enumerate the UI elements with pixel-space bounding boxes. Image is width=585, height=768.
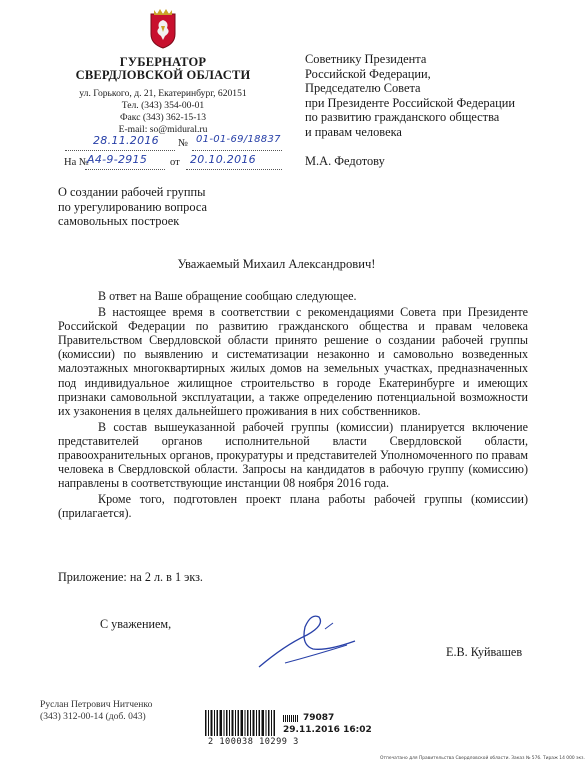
appendix-note: Приложение: на 2 л. в 1 экз.	[58, 570, 203, 584]
sender-phone: Тел. (343) 354-00-01	[121, 100, 205, 111]
addressee-name: М.А. Федотову	[305, 154, 385, 168]
addressee-line: и правам человека	[305, 124, 402, 139]
coat-of-arms-icon	[145, 6, 181, 50]
barcode-number: 2 100038 10299 3	[208, 737, 299, 747]
addressee-line: по развитию гражданского общества	[305, 110, 500, 125]
executor-block	[40, 699, 152, 723]
executor-name: Руслан Петрович Нитченко	[40, 699, 153, 710]
incoming-stamp	[283, 713, 373, 735]
ref-date: 20.10.2016	[190, 153, 256, 166]
closing-regards: С уважением,	[100, 617, 172, 631]
addressee-block	[305, 52, 545, 140]
addressee-line: при Президенте Российской Федерации	[305, 95, 515, 110]
sender-block	[58, 56, 268, 136]
stamp-icon	[283, 715, 299, 722]
reg-number-line	[192, 136, 282, 151]
subject-line: О создании рабочей группы	[58, 185, 206, 199]
sender-fax: Факс (343) 362-15-13	[119, 112, 207, 123]
signer-name: Е.В. Куйвашев	[446, 645, 523, 659]
executor-phone: (343) 312-00-14 (доб. 043)	[40, 711, 146, 722]
body-paragraph: В ответ на Ваше обращение сообщаю следующее.	[98, 289, 357, 303]
letter-body	[58, 289, 528, 521]
ref-number-line	[85, 155, 165, 170]
body-paragraph: В настоящее время в соответствии с рекомендациями Совета при Президенте Российской Федерации по развитию гражданского общества и правам человека Правительством Свердловской области принято решение о создании рабочей группы (комиссии) по выявлению и систематизации незаконно и самовольно возведенных малоэтажных многоквартирных жилых домов на земельных участках, предназначенных под индивидуальное жилищное строительство в городе Екатеринбурге и имеющих признаки самовольной эксплуатации, а также определению потенциальной возможности их узаконения в целях дальнейшего проживания в них собственников.	[58, 305, 528, 418]
reg-number: 01-01-69/18837	[196, 134, 281, 145]
sender-address: ул. Горького, д. 21, Екатеринбург, 620151	[79, 88, 247, 99]
ref-date-label: от	[170, 157, 180, 168]
ref-number-label: На №	[64, 157, 89, 168]
stamp-datetime: 29.11.2016 16:02	[283, 725, 372, 735]
sender-title-line2: СВЕРДЛОВСКОЙ ОБЛАСТИ	[75, 68, 251, 82]
ref-date-line	[186, 155, 282, 170]
stamp-number: 79087	[303, 713, 335, 723]
ref-number: А4-9-2915	[87, 153, 148, 166]
reg-number-label: №	[178, 138, 189, 149]
addressee-line: Председателю Совета	[305, 81, 421, 96]
barcode-image	[205, 710, 275, 736]
reg-date-line	[65, 136, 175, 151]
reg-date: 28.11.2016	[93, 134, 159, 147]
print-footer: Отпечатано для Правительства Свердловской области. Заказ № 576. Тираж 14 000 экз.	[380, 756, 585, 761]
body-paragraph: В состав вышеуказанной рабочей группы (комиссии) планируется включение представителей органов исполнительной власти Свердловской области, правоохранительных органов, прокуратуры и представителей Уполномоченного по правам человека в Свердловской области. Запросы на кандидатов в рабочую группу (комиссию) направлены в соответствующие инстанции 08 ноября 2016 года.	[58, 419, 528, 491]
addressee-line: Российской Федерации,	[305, 66, 431, 81]
sender-title-line1: ГУБЕРНАТОР	[119, 55, 207, 69]
signature-image	[255, 605, 365, 675]
subject-line: самовольных построек	[58, 214, 180, 229]
body-paragraph: Кроме того, подготовлен проект плана работы рабочей группы (комиссии) (прилагается).	[58, 492, 528, 521]
subject-line: по урегулированию вопроса	[58, 199, 207, 214]
salutation: Уважаемый Михаил Александрович!	[177, 257, 376, 271]
addressee-line: Советнику Президента	[305, 52, 427, 66]
subject-block	[58, 185, 288, 229]
sender-email: E-mail: so@midural.ru	[118, 124, 208, 135]
